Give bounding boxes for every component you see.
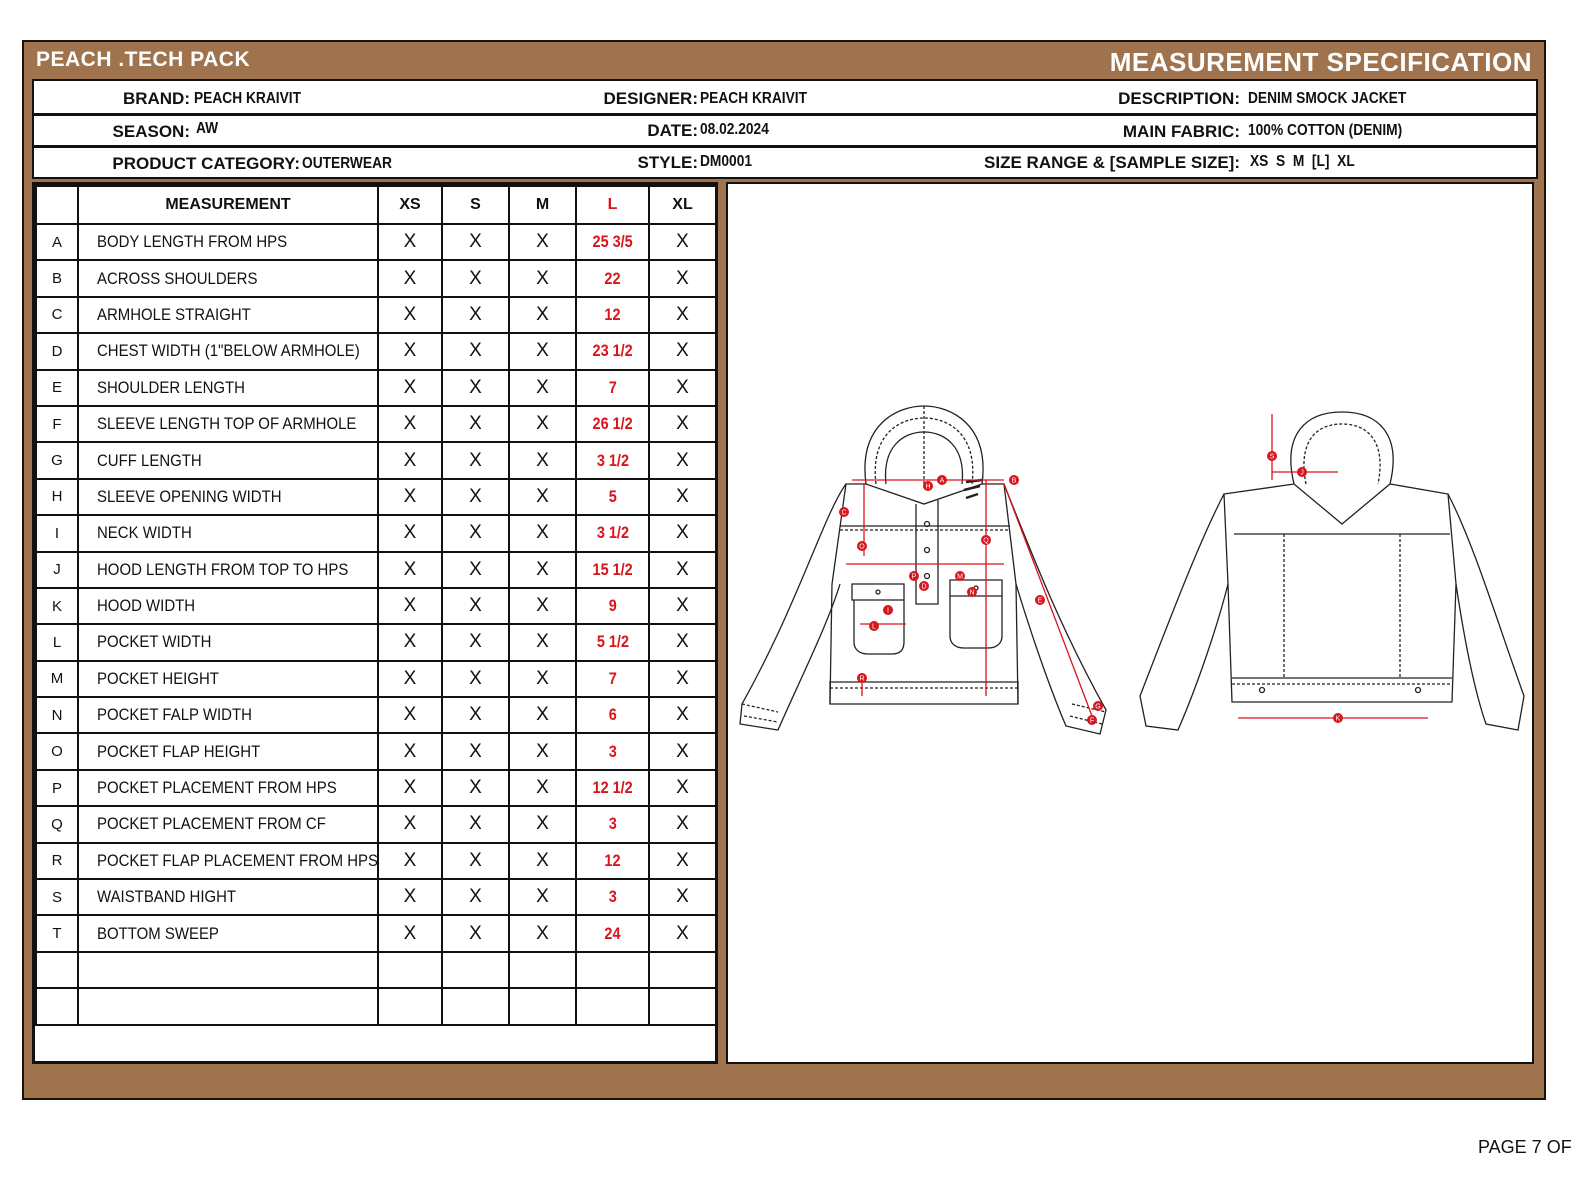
info-row-3: [32, 146, 1538, 179]
size-s-value: [442, 988, 509, 1024]
size-m-value: X: [509, 515, 576, 551]
measurement-name: NECK WIDTH: [78, 515, 378, 551]
measurement-name: SLEEVE OPENING WIDTH: [78, 479, 378, 515]
description-label: DESCRIPTION:: [1118, 89, 1240, 108]
table-row: [36, 843, 716, 879]
size-l-value: [576, 952, 649, 988]
size-xl-value: X: [649, 697, 716, 733]
table-row: [36, 297, 716, 333]
size-l-value: 5: [576, 479, 649, 515]
size-m-value: X: [509, 624, 576, 660]
designer-label: DESIGNER:: [603, 89, 698, 108]
size-s-value: X: [442, 370, 509, 406]
measurement-point-letter: P: [911, 573, 917, 581]
season-label: SEASON:: [112, 122, 190, 141]
size-m-value: X: [509, 442, 576, 478]
table-row: [36, 915, 716, 951]
size-s-value: X: [442, 770, 509, 806]
style-label: STYLE:: [637, 153, 698, 172]
size-xs-value: X: [378, 915, 442, 951]
measurement-code: S: [36, 879, 78, 915]
size-s-header: S: [442, 186, 509, 224]
measurement-point-letter: L: [872, 623, 876, 631]
measurement-name: HOOD WIDTH: [78, 588, 378, 624]
size-xl-value: X: [649, 224, 716, 260]
size-xs-value: X: [378, 697, 442, 733]
measurement-name: POCKET PLACEMENT FROM CF: [78, 806, 378, 842]
measurement-name: POCKET FLAP PLACEMENT FROM HPS: [78, 843, 378, 879]
size-s-value: X: [442, 260, 509, 296]
measurement-code: [36, 952, 78, 988]
measurement-code: F: [36, 406, 78, 442]
size-xs-value: [378, 952, 442, 988]
measurement-point-letter: D: [921, 583, 927, 591]
size-xl-value: X: [649, 770, 716, 806]
size-l-value: 12: [576, 843, 649, 879]
size-l-value: 3: [576, 806, 649, 842]
size-xs-value: X: [378, 406, 442, 442]
size-xs-value: X: [378, 879, 442, 915]
size-l-value: 6: [576, 697, 649, 733]
size-xl-value: X: [649, 552, 716, 588]
size-m-value: X: [509, 297, 576, 333]
size-xs-value: X: [378, 479, 442, 515]
measurement-point-letter: S: [1269, 453, 1275, 461]
size-m-value: X: [509, 661, 576, 697]
size-m-value: X: [509, 770, 576, 806]
measurement-name: [78, 988, 378, 1024]
size-l-value: [576, 988, 649, 1024]
size-l-value: 7: [576, 370, 649, 406]
size-s-value: X: [442, 297, 509, 333]
size-l-value: 24: [576, 915, 649, 951]
measurement-code: A: [36, 224, 78, 260]
size-s-value: X: [442, 406, 509, 442]
measurement-table-box: [32, 182, 718, 1064]
size-l-value: 22: [576, 260, 649, 296]
table-row: [36, 515, 716, 551]
brand-label: BRAND:: [122, 89, 190, 108]
brand-value: PEACH KRAIVIT: [194, 90, 302, 107]
size-xl-value: X: [649, 406, 716, 442]
size-s-value: X: [442, 843, 509, 879]
measurement-name: CHEST WIDTH (1"BELOW ARMHOLE): [78, 333, 378, 369]
date-value: 08.02.2024: [700, 121, 769, 138]
measurement-point-letter: Q: [983, 537, 989, 545]
measurement-code: P: [36, 770, 78, 806]
size-xl-value: X: [649, 624, 716, 660]
size-xl-value: X: [649, 661, 716, 697]
measurement-name: SLEEVE LENGTH TOP OF ARMHOLE: [78, 406, 378, 442]
measurement-name: HOOD LENGTH FROM TOP TO HPS: [78, 552, 378, 588]
table-header-row: [36, 186, 716, 224]
main-fabric-label: MAIN FABRIC:: [1122, 122, 1240, 141]
size-m-value: X: [509, 879, 576, 915]
back-view-sketch: [1140, 412, 1524, 730]
size-xs-value: X: [378, 733, 442, 769]
measurement-code: B: [36, 260, 78, 296]
garment-sketch-panel: [726, 182, 1534, 1064]
measurement-code: O: [36, 733, 78, 769]
size-xs-header: XS: [378, 186, 442, 224]
size-xl-value: X: [649, 370, 716, 406]
measurement-point-letter: F: [1089, 717, 1095, 725]
measurement-point-letter: N: [969, 589, 975, 597]
size-range-label: SIZE RANGE & [SAMPLE SIZE]:: [984, 153, 1240, 172]
measurement-point-letter: J: [1300, 469, 1304, 477]
size-s-value: X: [442, 806, 509, 842]
size-l-value: 3: [576, 733, 649, 769]
size-xl-value: X: [649, 442, 716, 478]
size-l-value: 5 1/2: [576, 624, 649, 660]
size-m-value: X: [509, 843, 576, 879]
size-xl-value: [649, 952, 716, 988]
table-row: [36, 479, 716, 515]
size-m-value: X: [509, 806, 576, 842]
table-row: [36, 624, 716, 660]
measurement-name: CUFF LENGTH: [78, 442, 378, 478]
measurement-code: R: [36, 843, 78, 879]
size-m-value: X: [509, 260, 576, 296]
measurement-point-letter: M: [957, 573, 963, 581]
size-xs-value: X: [378, 661, 442, 697]
size-xs-value: X: [378, 224, 442, 260]
measurement-name: POCKET WIDTH: [78, 624, 378, 660]
size-l-value: 23 1/2: [576, 333, 649, 369]
measurement-code: H: [36, 479, 78, 515]
product-category-value: OUTERWEAR: [302, 155, 392, 172]
table-row: [36, 406, 716, 442]
measurement-point-letter: G: [1095, 703, 1101, 711]
measurement-code: T: [36, 915, 78, 951]
size-xl-value: X: [649, 479, 716, 515]
measurement-name: SHOULDER LENGTH: [78, 370, 378, 406]
measurement-code: K: [36, 588, 78, 624]
size-s-value: X: [442, 624, 509, 660]
size-xs-value: X: [378, 552, 442, 588]
sheet-title: MEASUREMENT SPECIFICATION: [1109, 47, 1532, 77]
table-row: [36, 661, 716, 697]
measurement-code: L: [36, 624, 78, 660]
measurement-code: M: [36, 661, 78, 697]
main-fabric-value: 100% COTTON (DENIM): [1248, 122, 1403, 139]
front-view-sketch: [740, 406, 1106, 734]
measurement-point-letter: O: [859, 543, 865, 551]
table-row: [36, 224, 716, 260]
size-xl-value: X: [649, 806, 716, 842]
measurement-header: MEASUREMENT: [78, 186, 378, 224]
size-xs-value: X: [378, 260, 442, 296]
table-row: [36, 988, 716, 1024]
measurement-code: N: [36, 697, 78, 733]
table-row: [36, 697, 716, 733]
size-m-value: [509, 988, 576, 1024]
table-row: [36, 588, 716, 624]
code-header: [36, 186, 78, 224]
size-s-value: X: [442, 733, 509, 769]
table-row: [36, 370, 716, 406]
size-s-value: X: [442, 515, 509, 551]
size-m-header: M: [509, 186, 576, 224]
size-xs-value: X: [378, 333, 442, 369]
size-s-value: X: [442, 697, 509, 733]
size-m-value: X: [509, 552, 576, 588]
size-s-value: X: [442, 333, 509, 369]
size-xl-value: X: [649, 297, 716, 333]
size-s-value: X: [442, 661, 509, 697]
size-xl-value: X: [649, 879, 716, 915]
size-l-header: L: [576, 186, 649, 224]
product-category-label: PRODUCT CATEGORY:: [112, 154, 300, 173]
size-m-value: X: [509, 733, 576, 769]
size-xs-value: X: [378, 588, 442, 624]
size-m-value: X: [509, 406, 576, 442]
size-xl-value: X: [649, 515, 716, 551]
measurement-point-letter: R: [859, 675, 865, 683]
description-value: DENIM SMOCK JACKET: [1248, 90, 1407, 107]
size-s-value: X: [442, 552, 509, 588]
table-row: [36, 333, 716, 369]
jacket-flat-sketch: [728, 184, 1532, 1062]
measurement-name: BOTTOM SWEEP: [78, 915, 378, 951]
size-s-value: X: [442, 479, 509, 515]
season-value: AW: [196, 120, 219, 137]
tech-pack-title: PEACH .TECH PACK: [36, 48, 251, 71]
table-row: [36, 770, 716, 806]
measurement-name: POCKET FALP WIDTH: [78, 697, 378, 733]
size-l-value: 15 1/2: [576, 552, 649, 588]
size-range-value: XS S M [L] XL: [1250, 153, 1355, 170]
size-s-value: [442, 952, 509, 988]
measurement-point-letter: H: [925, 483, 931, 491]
table-row: [36, 733, 716, 769]
size-xl-value: X: [649, 843, 716, 879]
size-m-value: X: [509, 370, 576, 406]
info-row-2: [32, 114, 1538, 147]
size-m-value: X: [509, 915, 576, 951]
table-row: [36, 952, 716, 988]
measurement-code: [36, 988, 78, 1024]
table-row: [36, 552, 716, 588]
style-value: DM0001: [700, 153, 753, 170]
info-row-1: [32, 79, 1538, 115]
size-m-value: [509, 952, 576, 988]
size-m-value: X: [509, 479, 576, 515]
size-xl-value: X: [649, 915, 716, 951]
designer-value: PEACH KRAIVIT: [700, 90, 808, 107]
size-s-value: X: [442, 588, 509, 624]
size-xl-value: [649, 988, 716, 1024]
size-m-value: X: [509, 588, 576, 624]
measurement-point-letter: E: [1037, 597, 1043, 605]
measurement-point-letter: B: [1011, 477, 1017, 485]
size-l-value: 25 3/5: [576, 224, 649, 260]
size-xl-value: X: [649, 733, 716, 769]
size-xs-value: X: [378, 370, 442, 406]
measurement-name: POCKET HEIGHT: [78, 661, 378, 697]
size-xl-value: X: [649, 588, 716, 624]
measurement-point-letter: A: [939, 477, 945, 485]
size-l-value: 12 1/2: [576, 770, 649, 806]
measurement-code: C: [36, 297, 78, 333]
measurement-name: WAISTBAND HIGHT: [78, 879, 378, 915]
size-xs-value: X: [378, 843, 442, 879]
size-xs-value: X: [378, 624, 442, 660]
page-number: PAGE 7 OF: [1478, 1137, 1572, 1157]
size-l-value: 3: [576, 879, 649, 915]
measurement-point-letter: I: [887, 607, 889, 615]
size-s-value: X: [442, 224, 509, 260]
size-m-value: X: [509, 224, 576, 260]
size-xs-value: [378, 988, 442, 1024]
measurement-code: Q: [36, 806, 78, 842]
size-l-value: 3 1/2: [576, 515, 649, 551]
size-l-value: 9: [576, 588, 649, 624]
table-row: [36, 879, 716, 915]
measurement-point-letter: C: [841, 509, 847, 517]
measurement-code: G: [36, 442, 78, 478]
measurement-code: J: [36, 552, 78, 588]
measurement-name: [78, 952, 378, 988]
table-row: [36, 260, 716, 296]
size-s-value: X: [442, 915, 509, 951]
size-l-value: 3 1/2: [576, 442, 649, 478]
measurement-point-letter: K: [1335, 715, 1341, 723]
measurement-code: E: [36, 370, 78, 406]
measurement-name: POCKET PLACEMENT FROM HPS: [78, 770, 378, 806]
size-xs-value: X: [378, 442, 442, 478]
size-xs-value: X: [378, 297, 442, 333]
measurement-table: [35, 185, 717, 1026]
measurement-name: ARMHOLE STRAIGHT: [78, 297, 378, 333]
date-label: DATE:: [647, 121, 698, 140]
size-l-value: 26 1/2: [576, 406, 649, 442]
size-m-value: X: [509, 697, 576, 733]
size-xl-value: X: [649, 333, 716, 369]
size-m-value: X: [509, 333, 576, 369]
size-xl-header: XL: [649, 186, 716, 224]
measurement-code: I: [36, 515, 78, 551]
size-s-value: X: [442, 879, 509, 915]
measurement-name: BODY LENGTH FROM HPS: [78, 224, 378, 260]
measurement-code: D: [36, 333, 78, 369]
size-xs-value: X: [378, 770, 442, 806]
measurement-name: POCKET FLAP HEIGHT: [78, 733, 378, 769]
size-xl-value: X: [649, 260, 716, 296]
measurement-name: ACROSS SHOULDERS: [78, 260, 378, 296]
table-row: [36, 806, 716, 842]
tech-pack-frame: [22, 40, 1546, 1100]
size-xs-value: X: [378, 515, 442, 551]
size-xs-value: X: [378, 806, 442, 842]
size-l-value: 7: [576, 661, 649, 697]
size-s-value: X: [442, 442, 509, 478]
size-l-value: 12: [576, 297, 649, 333]
table-row: [36, 442, 716, 478]
